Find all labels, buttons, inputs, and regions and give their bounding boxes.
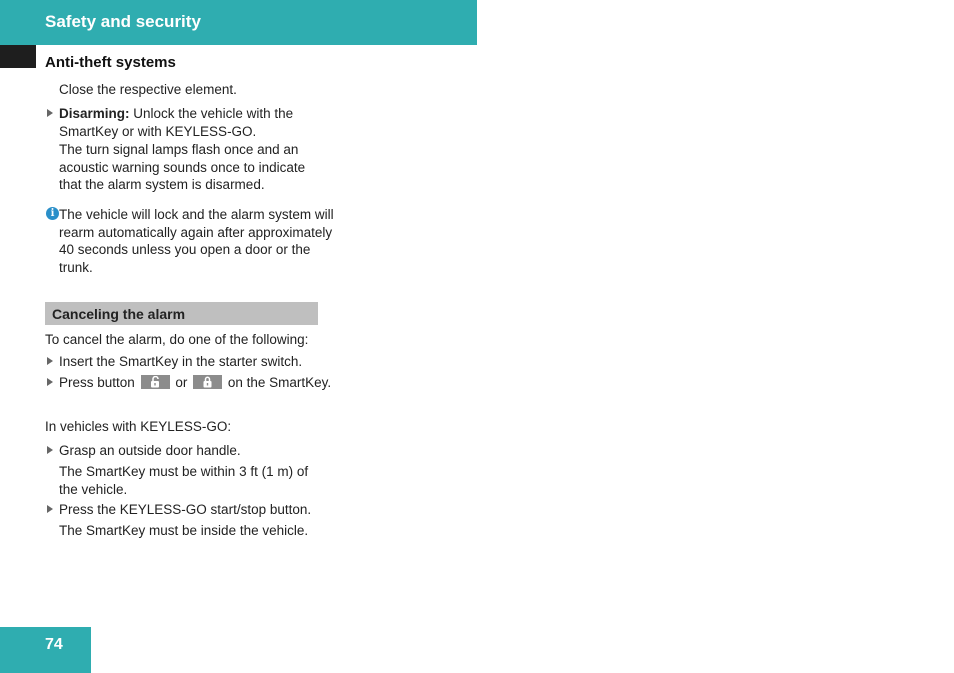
section-marker-tab — [0, 45, 36, 68]
disarming-followup: The turn signal lamps flash once and an acoustic warning sounds once to indicate that the alarm system is disarmed. — [59, 142, 306, 192]
arrow-bullet-icon — [47, 505, 53, 513]
page-number-box — [0, 627, 91, 673]
info-note — [45, 206, 335, 276]
arrow-bullet-icon — [47, 446, 53, 454]
keyless-intro: In vehicles with KEYLESS-GO: — [45, 419, 232, 434]
unlock-icon — [141, 375, 170, 389]
step-insert-smartkey — [45, 353, 335, 371]
step-or: or — [175, 375, 188, 390]
section-title: Anti-theft systems — [45, 54, 176, 71]
subheading-canceling-alarm: Canceling the alarm — [52, 306, 186, 322]
chapter-title: Safety and security — [45, 12, 201, 31]
subheading-bar — [45, 302, 318, 325]
arrow-bullet-icon — [47, 357, 53, 365]
page-number: 74 — [45, 636, 63, 653]
lock-icon — [193, 375, 222, 389]
step-grasp-door-handle — [45, 442, 335, 460]
step-grasp-note: The SmartKey must be within 3 ft (1 m) of the vehicle. — [59, 464, 309, 497]
step-press-start-stop — [45, 501, 335, 519]
info-icon: i — [46, 207, 59, 220]
step-prefix: Press button — [59, 375, 135, 390]
step-text: Press the KEYLESS-GO start/stop button. — [59, 502, 312, 517]
disarming-label: Disarming: — [59, 106, 130, 121]
chapter-header — [0, 0, 477, 45]
arrow-bullet-icon — [47, 378, 53, 386]
step-start-stop-note: The SmartKey must be inside the vehicle. — [59, 523, 309, 538]
intro-line: Close the respective element. — [59, 82, 237, 97]
info-note-text: The vehicle will lock and the alarm system will rearm automatically again after approximately 40 seconds unless you open a door or the trunk. — [59, 207, 334, 275]
disarming-step — [45, 105, 335, 140]
arrow-bullet-icon — [47, 109, 53, 117]
disarming-text: Unlock the vehicle with the SmartKey or with KEYLESS-GO. — [59, 106, 294, 139]
step-press-button — [45, 374, 335, 392]
step-text: Insert the SmartKey in the starter switch. — [59, 354, 303, 369]
step-suffix: on the SmartKey. — [227, 375, 332, 390]
step-text: Grasp an outside door handle. — [59, 443, 241, 458]
canceling-intro: To cancel the alarm, do one of the following: — [45, 332, 309, 347]
